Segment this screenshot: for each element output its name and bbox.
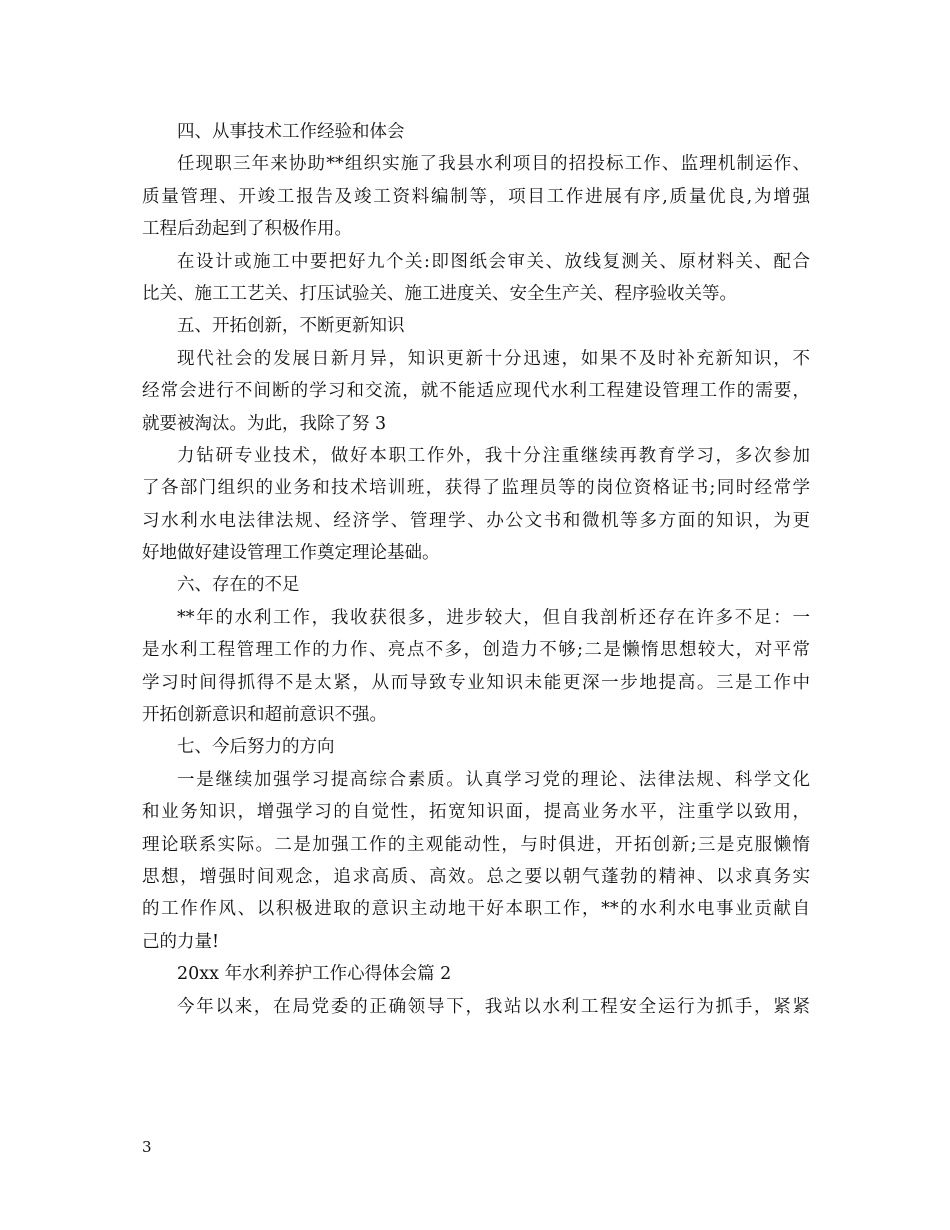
text-line: 现代社会的发展日新月异，知识更新十分迅速，如果不及时补充新知识，不 [177, 348, 810, 369]
text-line: 是水利工程管理工作的力作、亮点不多，创造力不够;二是懒惰思想较大，对平常 [142, 640, 810, 661]
text-line: 了各部门组织的业务和技术培训班，获得了监理员等的岗位资格证书;同时经常学 [142, 478, 810, 499]
text-line: 经常会进行不间断的学习和交流，就不能适应现代水利工程建设管理工作的需要， [142, 381, 810, 402]
text-line: 己的力量! [142, 931, 220, 952]
text-line: 开拓创新意识和超前意识不强。 [142, 705, 387, 726]
text-line: 好地做好建设管理工作奠定理论基础。 [142, 543, 440, 564]
text-line: 一是继续加强学习提高综合素质。认真学习党的理论、法律法规、科学文化 [177, 769, 810, 790]
text-line: 20xx 年水利养护工作心得体会篇 2 [177, 964, 452, 985]
page-number: 3 [142, 1138, 152, 1156]
text-line: 就要被淘汰。为此，我除了努 3 [142, 413, 387, 434]
text-line: 比关、施工工艺关、打压试验关、施工进度关、安全生产关、程序验收关等。 [142, 283, 737, 304]
text-line: 六、存在的不足 [177, 575, 300, 596]
text-line: 今年以来，在局党委的正确领导下，我站以水利工程安全运行为抓手，紧紧 [177, 996, 810, 1017]
text-line: **年的水利工作，我收获很多，进步较大，但自我剖析还存在许多不足：一 [177, 607, 810, 628]
text-line: 四、从事技术工作经验和体会 [177, 122, 405, 142]
text-line: 质量管理、开竣工报告及竣工资料编制等，项目工作进展有序,质量优良,为增强 [142, 186, 810, 207]
text-line: 习水利水电法律法规、经济学、管理学、办公文书和微机等多方面的知识，为更 [142, 510, 810, 531]
text-line: 工程后劲起到了积极作用。 [142, 219, 352, 240]
text-line: 力钻研专业技术，做好本职工作外，我十分注重继续再教育学习，多次参加 [177, 445, 810, 466]
text-line: 和业务知识，增强学习的自觉性，拓宽知识面，提高业务水平，注重学以致用， [142, 802, 810, 823]
document-body [142, 116, 810, 1023]
text-line: 七、今后努力的方向 [177, 737, 335, 758]
text-line: 学习时间得抓得不是太紧，从而导致专业知识未能更深一步地提高。三是工作中 [142, 672, 810, 693]
text-line: 五、开拓创新，不断更新知识 [177, 316, 405, 337]
text-line: 在设计或施工中要把好九个关:即图纸会审关、放线复测关、原材料关、配合 [177, 251, 810, 272]
text-line: 的工作作风、以积极进取的意识主动地干好本职工作，**的水利水电事业贡献自 [142, 899, 810, 920]
text-line: 思想，增强时间观念，追求高质、高效。总之要以朝气蓬勃的精神、以求真务实 [142, 866, 810, 887]
text-line: 任现职三年来协助**组织实施了我县水利项目的招投标工作、监理机制运作、 [177, 154, 810, 175]
text-line: 理论联系实际。二是加强工作的主观能动性，与时俱进，开拓创新;三是克服懒惰 [142, 834, 810, 855]
